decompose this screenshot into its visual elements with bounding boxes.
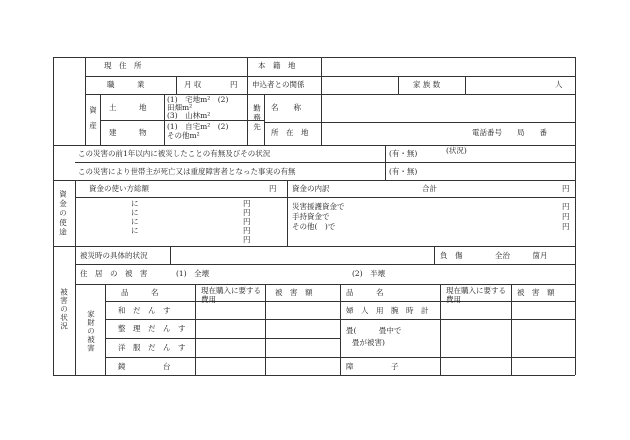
rule xyxy=(75,180,76,375)
col-purchase-cost: 現在購入に要する費用 xyxy=(446,286,506,304)
rule xyxy=(75,264,575,265)
usage-total-yen: 円 xyxy=(269,184,277,193)
rule xyxy=(465,76,466,94)
prior-disaster-question: この災害の前1年以内に被災したことの有無及びその状況 xyxy=(78,149,271,158)
rule xyxy=(340,284,341,375)
household-item: 畳( 畳中で xyxy=(346,326,402,335)
rule xyxy=(287,180,288,246)
honseki-label: 本 籍 地 xyxy=(258,61,296,70)
rule xyxy=(75,284,575,285)
rule xyxy=(434,246,435,264)
land-item: (3) 山林m² xyxy=(167,111,211,120)
household-item: 和 だ ん す xyxy=(118,306,171,315)
rule xyxy=(75,162,575,163)
col-damage-amount: 被 害 額 xyxy=(517,288,555,297)
fund-source-item: 災害援護資金で xyxy=(292,202,345,211)
col-purchase-cost: 現在購入に要する費用 xyxy=(201,286,261,304)
injury-value: 全治 箇月 xyxy=(495,251,548,260)
col-damage-amount: 被 害 額 xyxy=(275,288,313,297)
fund-use-yen: 円 xyxy=(243,208,251,217)
rule xyxy=(385,145,386,180)
persons-unit: 人 xyxy=(555,80,563,89)
rule xyxy=(53,180,575,181)
death-disability-answer: (有・無) xyxy=(389,167,418,176)
rule xyxy=(85,76,575,77)
income-yen-unit: 円 xyxy=(230,80,238,89)
phone-label: 電話番号 局 番 xyxy=(472,128,547,137)
funds-section-label: 資金の使途 xyxy=(58,190,68,238)
building-item: (1) 自宅m² (2) xyxy=(167,122,229,131)
rule xyxy=(265,284,266,375)
household-item: 婦 人 用 腕 時 計 xyxy=(346,306,429,315)
rule xyxy=(170,246,171,264)
rule xyxy=(100,94,101,145)
housing-option-half: (2) 半壊 xyxy=(352,269,386,278)
rule xyxy=(85,94,575,95)
fund-use-yen: 円 xyxy=(243,235,251,244)
rule xyxy=(511,284,512,375)
prior-disaster-answer: (有・無) xyxy=(389,149,418,158)
injury-label: 負 傷 xyxy=(440,251,463,260)
fund-source-yen: 円 xyxy=(562,212,570,221)
building-label: 建 物 xyxy=(109,128,147,137)
rule xyxy=(75,197,575,198)
fund-use-item: に xyxy=(131,208,139,217)
rule xyxy=(321,57,322,94)
breakdown-label: 資金の内訳 xyxy=(292,184,330,193)
fund-use-item: に xyxy=(131,226,139,235)
col-item-name: 品 名 xyxy=(346,288,384,297)
rule xyxy=(85,57,86,145)
fund-use-item: に xyxy=(131,199,139,208)
family-count-label: 家 族 数 xyxy=(413,80,441,89)
building-item: その他m² xyxy=(167,131,200,140)
death-disability-question: この災害により世帯主が死亡又は重度障害者となった事実の有無 xyxy=(78,167,296,176)
fund-use-yen: 円 xyxy=(243,226,251,235)
household-item: 整 理 だ ん す xyxy=(118,324,186,333)
rule xyxy=(164,94,165,145)
rule xyxy=(264,94,265,145)
fund-source-yen: 円 xyxy=(562,202,570,211)
rule xyxy=(575,57,576,375)
rule xyxy=(53,375,575,376)
rule xyxy=(398,76,399,94)
fund-source-item: 手持資金で xyxy=(292,212,330,221)
fund-source-yen: 円 xyxy=(562,222,570,231)
rule xyxy=(105,338,340,339)
rule xyxy=(105,284,106,375)
rule xyxy=(53,145,575,146)
occupation-label: 職 業 xyxy=(107,80,145,89)
prior-disaster-status: (状況) xyxy=(446,146,467,155)
household-item: 洋 服 だ ん す xyxy=(118,343,186,352)
workplace-name-label: 名 称 xyxy=(271,103,301,112)
workplace-address-label: 所 在 地 xyxy=(271,128,309,137)
fund-use-item: に xyxy=(131,217,139,226)
household-damage-label: 家財の被害 xyxy=(86,310,96,353)
rule xyxy=(53,57,575,58)
fund-source-item: その他( )で xyxy=(292,222,336,231)
rule xyxy=(100,120,264,121)
land-item: (1) 宅地m² (2) xyxy=(167,95,229,104)
housing-damage-label: 住 居 の 被 害 xyxy=(80,269,148,278)
rule xyxy=(176,76,177,94)
address-label: 現 住 所 xyxy=(104,61,142,70)
rule xyxy=(247,57,248,145)
workplace-label: 勤務先 xyxy=(252,104,262,133)
col-item-name: 品 名 xyxy=(121,288,159,297)
usage-total-label: 資金の使い方総額 xyxy=(89,184,149,193)
rule xyxy=(440,284,441,375)
damage-section-label: 被害の状況 xyxy=(59,288,69,331)
housing-option-full: (1) 全壊 xyxy=(176,269,210,278)
household-item: 障 子 xyxy=(346,362,399,371)
household-item: 鏡 台 xyxy=(118,362,171,371)
monthly-income-label: 月 収 xyxy=(184,80,202,89)
rule xyxy=(53,57,54,375)
breakdown-total-yen: 円 xyxy=(562,184,570,193)
fund-use-yen: 円 xyxy=(243,217,251,226)
breakdown-total-label: 合計 xyxy=(422,184,437,193)
assets-section-label: 資産 xyxy=(88,106,98,137)
land-item: 田畑m² xyxy=(167,103,193,112)
fund-use-yen: 円 xyxy=(243,199,251,208)
relation-label: 申込者との関係 xyxy=(252,80,305,89)
rule xyxy=(321,94,322,145)
damage-detail-label: 被災時の具体的状況 xyxy=(80,251,148,260)
household-item: 畳が被害) xyxy=(352,338,385,347)
rule xyxy=(53,246,575,247)
rule xyxy=(264,122,575,123)
land-label: 土 地 xyxy=(109,103,147,112)
rule xyxy=(195,284,196,375)
